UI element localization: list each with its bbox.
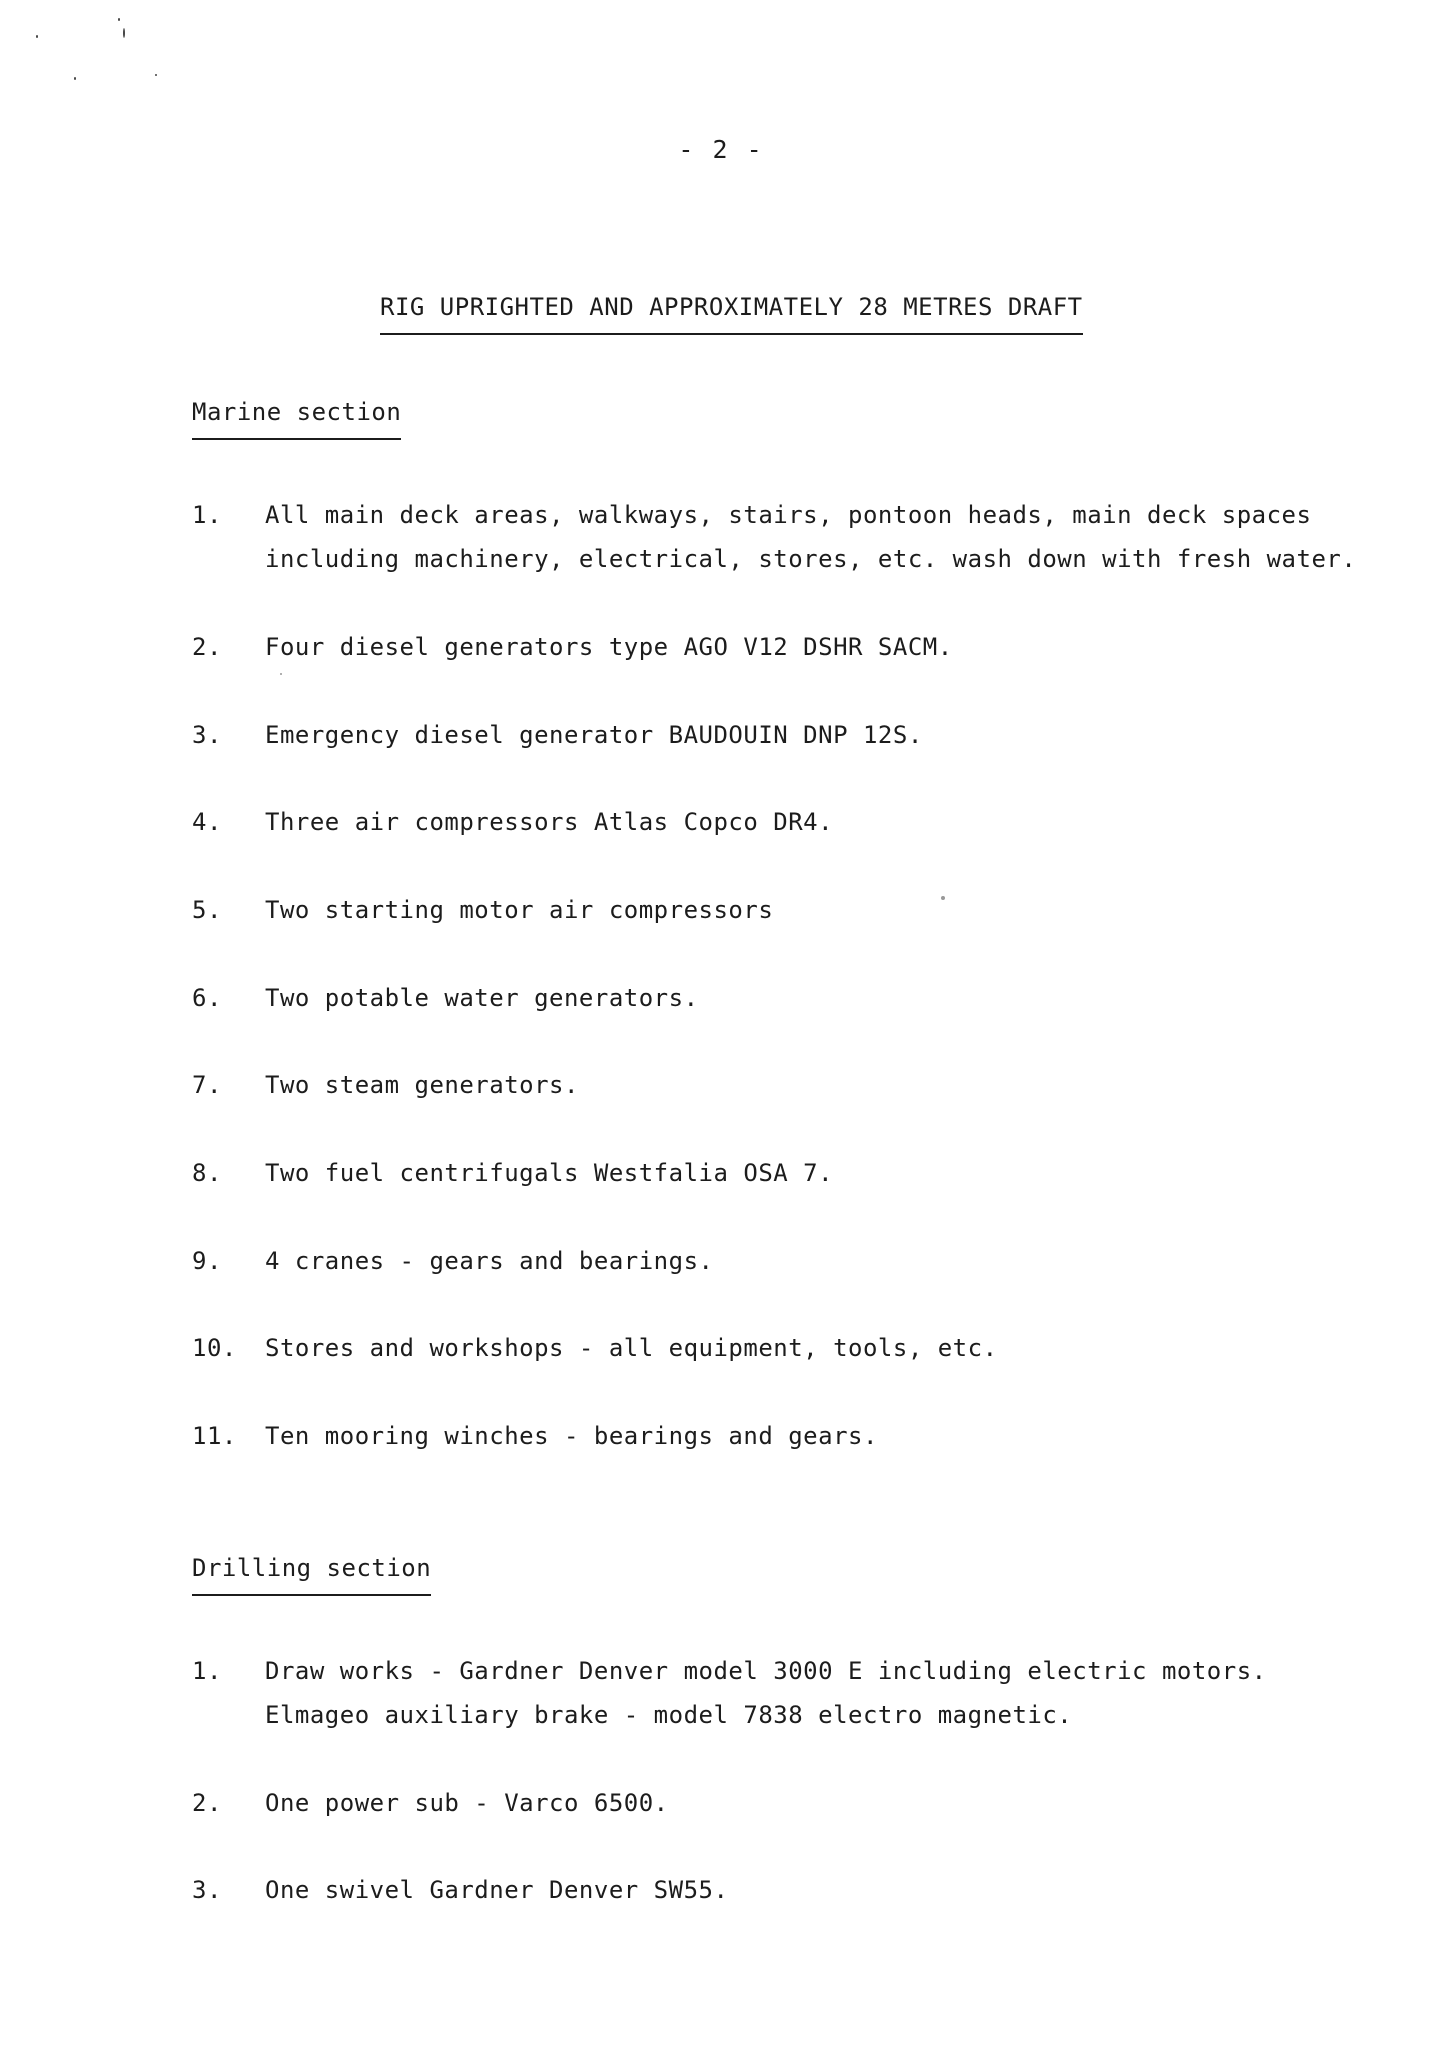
item-line: Four diesel generators type AGO V12 DSHR SACM.	[265, 633, 953, 661]
page-number: - 2 -	[678, 135, 764, 164]
item-number: 2.	[192, 1789, 222, 1817]
item-line: One power sub - Varco 6500.	[265, 1789, 669, 1817]
item-text	[265, 625, 1365, 669]
item-number: 9.	[192, 1247, 222, 1275]
marine-section-heading: Marine section	[192, 398, 401, 440]
scan-speck	[123, 28, 125, 38]
item-text	[265, 1781, 1365, 1825]
item-line: Two steam generators.	[265, 1071, 579, 1099]
scan-speck	[36, 35, 38, 38]
item-text	[265, 1239, 1365, 1283]
item-text	[265, 713, 1365, 757]
scan-speck	[74, 77, 76, 80]
item-line: One swivel Gardner Denver SW55.	[265, 1876, 729, 1904]
item-text	[265, 1868, 1365, 1912]
item-line: Draw works - Gardner Denver model 3000 E including electric motors.	[265, 1657, 1267, 1685]
item-text	[265, 888, 1365, 932]
item-line: Emergency diesel generator BAUDOUIN DNP 12S.	[265, 721, 923, 749]
item-number: 3.	[192, 721, 222, 749]
item-line: Elmageo auxiliary brake - model 7838 electro magnetic.	[265, 1701, 1073, 1729]
item-line: Two fuel centrifugals Westfalia OSA 7.	[265, 1159, 834, 1187]
item-line: Stores and workshops - all equipment, tools, etc.	[265, 1334, 998, 1362]
item-text	[265, 1414, 1365, 1458]
item-line: Three air compressors Atlas Copco DR4.	[265, 808, 834, 836]
item-text	[265, 1326, 1365, 1370]
item-line: Two potable water generators.	[265, 984, 699, 1012]
item-line: 4 cranes - gears and bearings.	[265, 1247, 714, 1275]
drilling-section-heading: Drilling section	[192, 1554, 431, 1596]
item-text	[265, 976, 1365, 1020]
scan-speck	[941, 896, 945, 900]
item-number: 3.	[192, 1876, 222, 1904]
item-number: 2.	[192, 633, 222, 661]
item-text	[265, 800, 1365, 844]
item-text	[265, 1151, 1365, 1195]
item-number: 4.	[192, 808, 222, 836]
item-line: including machinery, electrical, stores, etc. wash down with fresh water.	[265, 545, 1357, 573]
scan-speck	[280, 673, 282, 675]
scan-speck	[118, 18, 120, 21]
item-number: 11.	[192, 1422, 237, 1450]
document-title: RIG UPRIGHTED AND APPROXIMATELY 28 METRES DRAFT	[380, 293, 1083, 335]
item-number: 1.	[192, 1657, 222, 1685]
item-number: 6.	[192, 984, 222, 1012]
item-number: 8.	[192, 1159, 222, 1187]
item-line: All main deck areas, walkways, stairs, pontoon heads, main deck spaces	[265, 501, 1312, 529]
item-text	[265, 1063, 1365, 1107]
item-number: 7.	[192, 1071, 222, 1099]
item-number: 10.	[192, 1334, 237, 1362]
item-number: 5.	[192, 896, 222, 924]
item-line: Ten mooring winches - bearings and gears.	[265, 1422, 878, 1450]
item-number: 1.	[192, 501, 222, 529]
item-line: Two starting motor air compressors	[265, 896, 774, 924]
scan-speck	[155, 74, 157, 76]
item-text	[265, 1649, 1365, 1737]
item-text	[265, 493, 1365, 581]
